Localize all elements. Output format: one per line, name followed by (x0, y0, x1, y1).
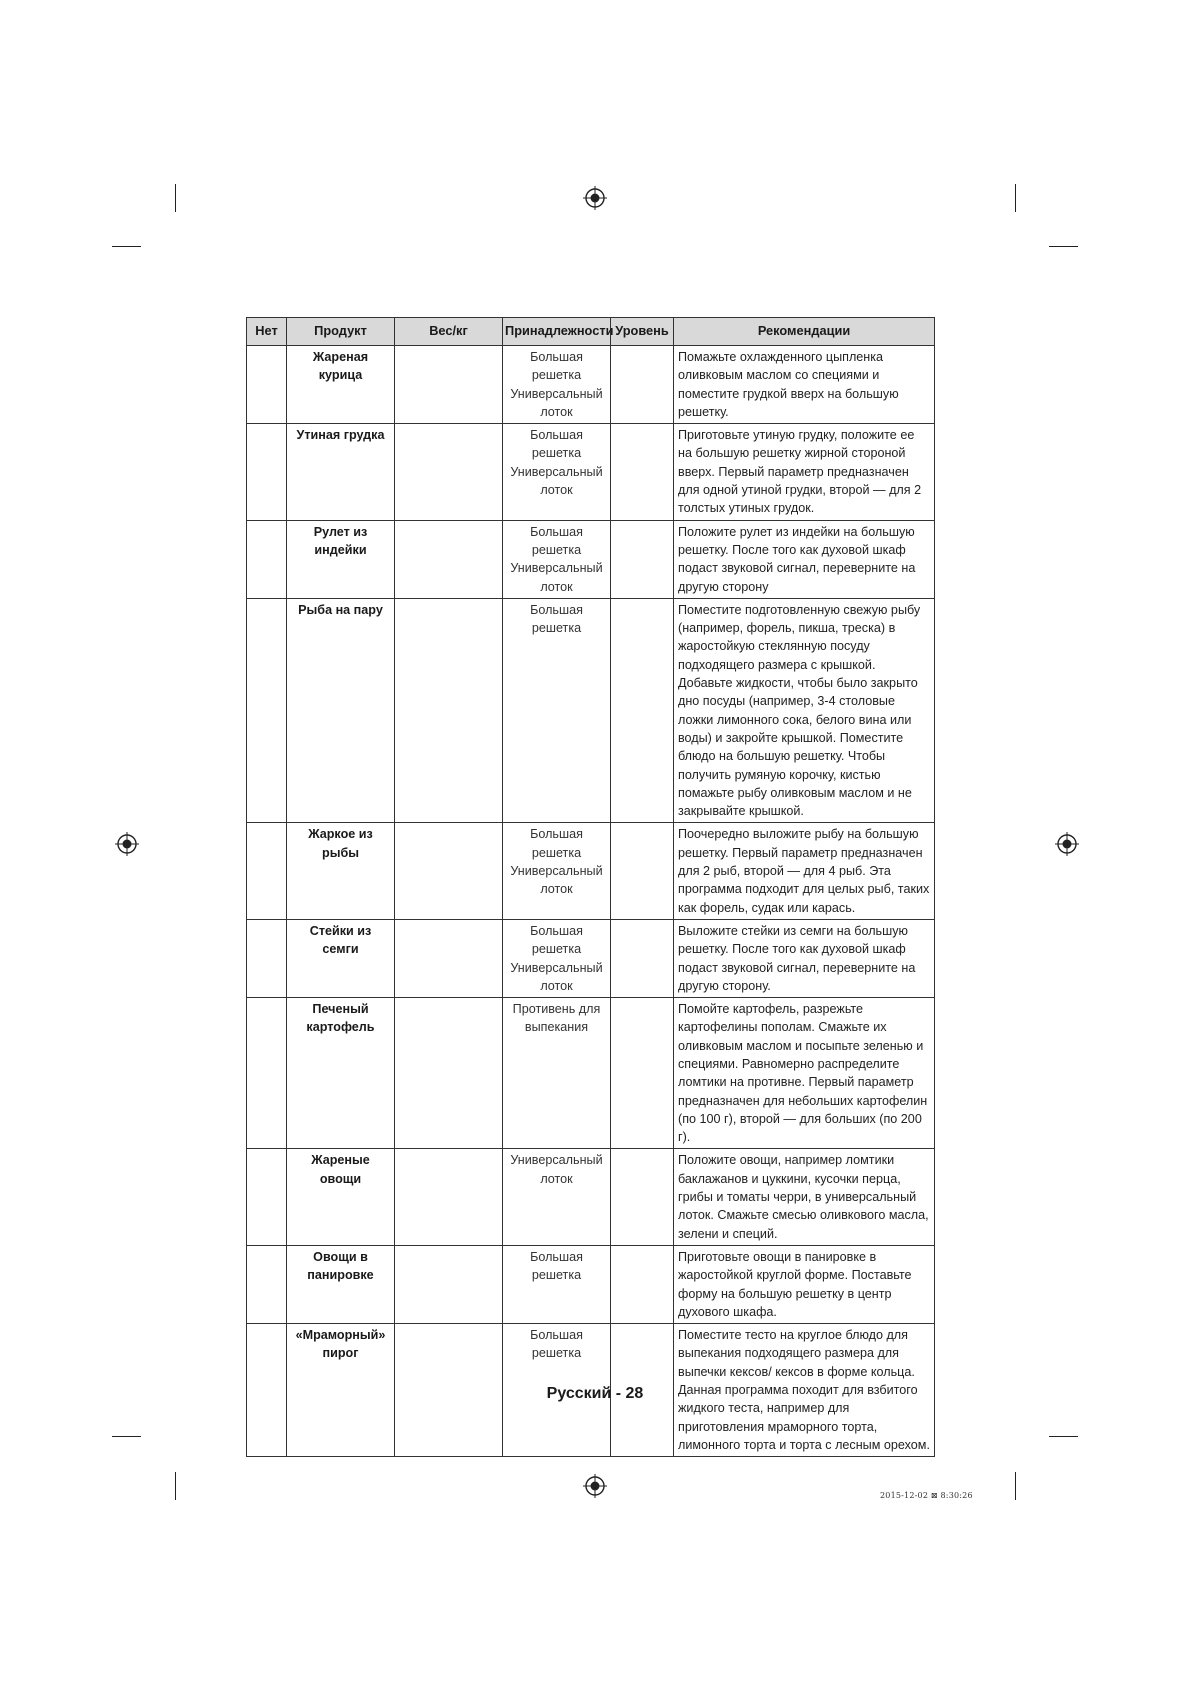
cell-recommendation: Выложите стейки из семги на большую решетку. После того как духовой шкаф подаст звуковой сигнал, переверните на другую сторону. (674, 919, 935, 997)
cell-no (247, 1149, 287, 1245)
cell-accessories: Большая решетка Универсальный лоток (503, 424, 611, 520)
cell-weight (395, 1245, 503, 1323)
cell-product: Овощи в панировке (287, 1245, 395, 1323)
registration-mark-right-icon (1054, 831, 1080, 857)
cell-accessories: Противень для выпекания (503, 998, 611, 1149)
crop-mark-bottom-right-v (1015, 1472, 1016, 1500)
table-row (247, 424, 935, 520)
cell-recommendation: Приготовьте овощи в панировке в жаростойкой круглой форме. Поставьте форму на большую решетку в центр духового шкафа. (674, 1245, 935, 1323)
table-row (247, 919, 935, 997)
cell-accessories: Большая решетка Универсальный лоток (503, 919, 611, 997)
registration-mark-left-icon (114, 831, 140, 857)
cell-no (247, 919, 287, 997)
cell-accessories: Большая решетка Универсальный лоток (503, 823, 611, 919)
cell-accessories: Большая решетка (503, 1324, 611, 1457)
cell-accessories: Большая решетка (503, 598, 611, 823)
header-level: Уровень (611, 318, 674, 346)
table-row (247, 1245, 935, 1323)
registration-mark-bottom-icon (582, 1473, 608, 1499)
cell-level (611, 424, 674, 520)
print-stamp: 2015-12-02 ⊠ 8:30:26 (880, 1491, 973, 1500)
cell-accessories: Большая решетка (503, 1245, 611, 1323)
header-accessories: Принадлежности (503, 318, 611, 346)
table-row (247, 998, 935, 1149)
cell-no (247, 823, 287, 919)
cell-level (611, 823, 674, 919)
crop-mark-top-left-v (175, 184, 176, 212)
table-header (247, 318, 935, 346)
cell-recommendation: Поочередно выложите рыбу на большую решетку. Первый параметр предназначен для 2 рыб, второй — для 4 рыб. Эта программа подходит для целых рыб, таких как форель, судак или карась. (674, 823, 935, 919)
cell-product: Печеный картофель (287, 998, 395, 1149)
cell-recommendation: Поместите тесто на круглое блюдо для выпекания подходящего размера для выпечки кексов/ кексов в форме кольца. Данная программа походит для взбитого жидкого теста, например для приготовления мраморного торта, лимонного торта и торта с лесным орехом. (674, 1324, 935, 1457)
cell-weight (395, 598, 503, 823)
cell-weight (395, 424, 503, 520)
cell-level (611, 1245, 674, 1323)
cell-recommendation: Поместите подготовленную свежую рыбу (например, форель, пикша, треска) в жаростойкую стеклянную посуду подходящего размера с крышкой. Добавьте жидкости, чтобы было закрыто дно посуды (например, 3-4 столовые ложки лимонного сока, белого вина или воды) и закройте крышкой. Поместите блюдо на большую решетку. Чтобы получить румяную корочку, кистью помажьте рыбу оливковым маслом и не закрывайте крышкой. (674, 598, 935, 823)
cell-recommendation: Положите овощи, например ломтики баклажанов и цуккини, кусочки перца, грибы и томаты черри, в универсальный лоток. Смажьте смесью оливкового масла, зелени и специй. (674, 1149, 935, 1245)
table-row (247, 823, 935, 919)
crop-mark-top-right-h (1049, 246, 1078, 247)
cell-level (611, 998, 674, 1149)
cell-level (611, 520, 674, 598)
cell-level (611, 1149, 674, 1245)
page-footer-label: Русский - 28 (546, 1385, 644, 1402)
cell-no (247, 1245, 287, 1323)
recipe-table (246, 317, 935, 1457)
cell-level (611, 919, 674, 997)
cell-product: Стейки из семги (287, 919, 395, 997)
header-weight: Вес/кг (395, 318, 503, 346)
registration-mark-top-icon (582, 185, 608, 211)
cell-weight (395, 823, 503, 919)
cell-level (611, 598, 674, 823)
table-row (247, 598, 935, 823)
cell-no (247, 346, 287, 424)
cell-recommendation: Помойте картофель, разрежьте картофелины пополам. Смажьте их оливковым маслом и посыпьте зеленью и специями. Равномерно распределите ломтики на противне. Первый параметр предназначен для небольших картофелин (по 100 г), второй — для больших (по 200 г). (674, 998, 935, 1149)
crop-mark-top-left-h (112, 246, 141, 247)
cell-weight (395, 346, 503, 424)
cell-level (611, 346, 674, 424)
cell-recommendation: Положите рулет из индейки на большую решетку. После того как духовой шкаф подаст звуковой сигнал, переверните на другую сторону (674, 520, 935, 598)
cell-no (247, 520, 287, 598)
cell-no (247, 598, 287, 823)
cell-weight (395, 998, 503, 1149)
cell-accessories: Универсальный лоток (503, 1149, 611, 1245)
cell-product: «Мраморный» пирог (287, 1324, 395, 1457)
table-row (247, 520, 935, 598)
crop-mark-bottom-left-h (112, 1436, 141, 1437)
cell-product: Жареная курица (287, 346, 395, 424)
cell-recommendation: Помажьте охлажденного цыпленка оливковым маслом со специями и поместите грудкой вверх на большую решетку. (674, 346, 935, 424)
crop-mark-top-right-v (1015, 184, 1016, 212)
table-body (247, 346, 935, 1457)
cell-weight (395, 919, 503, 997)
cell-weight (395, 520, 503, 598)
cell-recommendation: Приготовьте утиную грудку, положите ее на большую решетку жирной стороной вверх. Первый параметр предназначен для одной утиной грудки, второй — для 2 толстых утиных грудок. (674, 424, 935, 520)
header-product: Продукт (287, 318, 395, 346)
table-row (247, 346, 935, 424)
cell-accessories: Большая решетка Универсальный лоток (503, 520, 611, 598)
table-row (247, 1149, 935, 1245)
header-recommendations: Рекомендации (674, 318, 935, 346)
crop-mark-bottom-left-v (175, 1472, 176, 1500)
cell-product: Утиная грудка (287, 424, 395, 520)
cell-product: Рулет из индейки (287, 520, 395, 598)
cell-product: Жаркое из рыбы (287, 823, 395, 919)
cell-no (247, 424, 287, 520)
header-row (247, 318, 935, 346)
cell-accessories: Большая решетка Универсальный лоток (503, 346, 611, 424)
cell-product: Жареные овощи (287, 1149, 395, 1245)
cell-product: Рыба на пару (287, 598, 395, 823)
cell-weight (395, 1149, 503, 1245)
crop-mark-bottom-right-h (1049, 1436, 1078, 1437)
cell-no (247, 998, 287, 1149)
header-no: Нет (247, 318, 287, 346)
